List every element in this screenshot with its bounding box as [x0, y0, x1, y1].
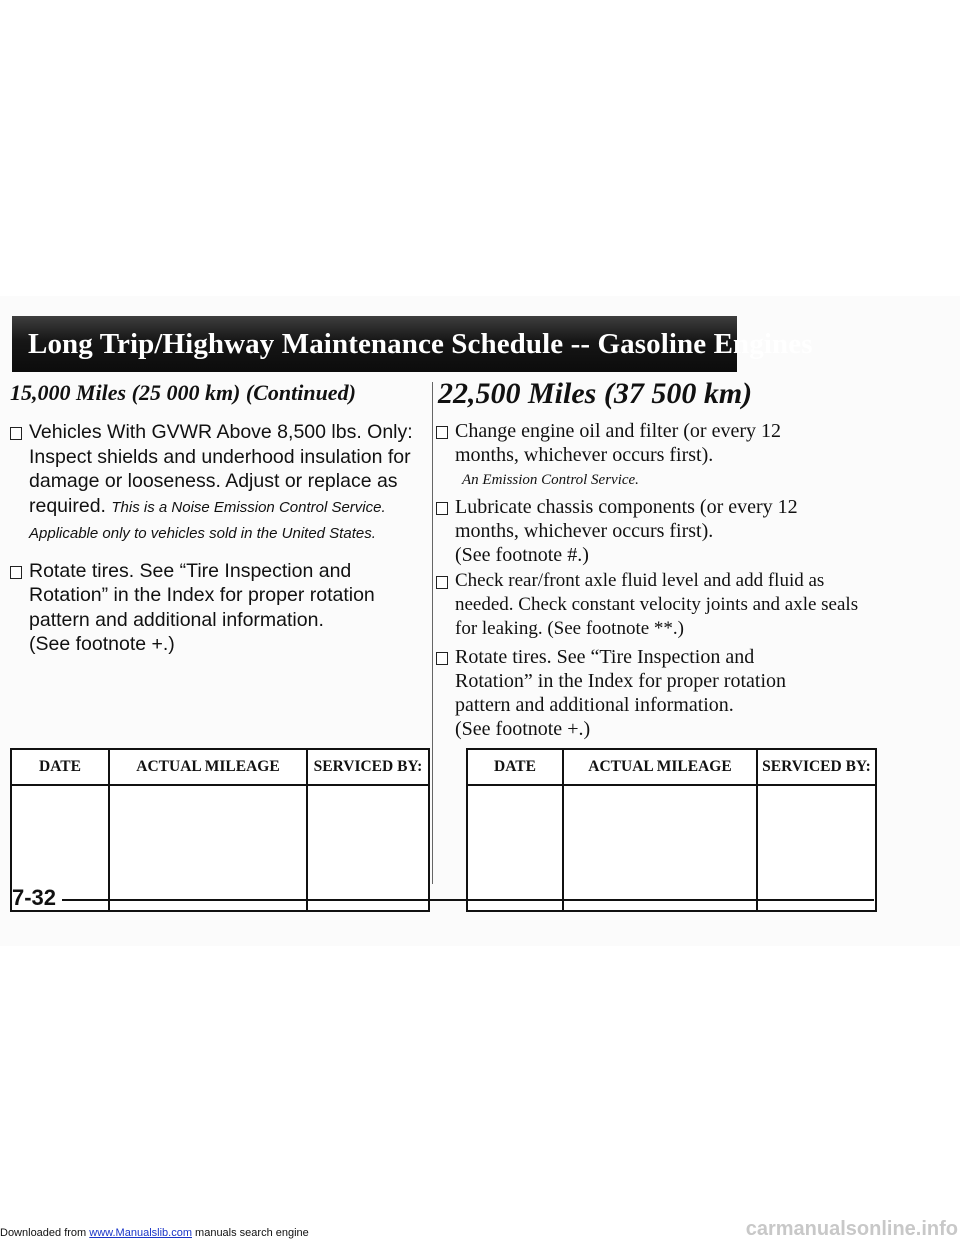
left-service-record-table: [10, 748, 430, 912]
item-footnote: (See footnote +.): [455, 718, 591, 740]
table-header-mileage: ACTUAL MILEAGE: [563, 749, 757, 785]
right-section-title: 22,500 Miles (37 500 km): [438, 377, 753, 410]
table-header-date: DATE: [467, 749, 563, 785]
serviced-by-cell[interactable]: [757, 785, 876, 911]
mileage-cell[interactable]: [563, 785, 757, 911]
footer-rule: [62, 899, 874, 901]
checkbox-icon[interactable]: [436, 576, 448, 589]
right-item-lubricate-chassis: [436, 495, 896, 567]
page-number: 7-32: [12, 885, 57, 910]
right-service-record-table: [466, 748, 877, 912]
table-header-serviced-by: SERVICED BY:: [307, 749, 429, 785]
left-section-title: 15,000 Miles (25 000 km) (Continued): [10, 380, 356, 405]
item-note: This is a Noise Emission Control Service. Applicable only to vehicles sold in the United States.: [29, 498, 386, 542]
table-header-serviced-by: SERVICED BY:: [757, 749, 876, 785]
right-item-check-axle-fluid: [436, 569, 896, 641]
download-footer-prefix: Downloaded from: [0, 1227, 90, 1239]
item-sublabel: An Emission Control Service.: [462, 472, 639, 488]
download-footer: [0, 1226, 309, 1240]
table-header-date: DATE: [11, 749, 109, 785]
item-footnote: (See footnote +.): [29, 633, 175, 655]
checkbox-icon[interactable]: [436, 426, 448, 439]
right-item-change-oil: [436, 419, 896, 467]
item-text: Check rear/front axle fluid level and add fluid as needed. Check constant velocity joints and axle seals for leaking. (See footnote **.): [455, 570, 859, 639]
download-footer-suffix: manuals search engine: [191, 1227, 309, 1239]
right-item-rotate-tires: [436, 645, 896, 741]
checkbox-icon[interactable]: [10, 427, 22, 440]
right-column: [436, 374, 896, 741]
page-banner: Long Trip/Highway Maintenance Schedule -- Gasoline Engines: [12, 316, 737, 372]
table-header-mileage: ACTUAL MILEAGE: [109, 749, 307, 785]
item-text: Lubricate chassis components (or every 12 months, whichever occurs first).: [455, 496, 798, 542]
serviced-by-cell[interactable]: [307, 785, 429, 911]
watermark: carmanualsonline.info: [745, 1218, 958, 1240]
date-cell[interactable]: [467, 785, 563, 911]
manualslib-link[interactable]: www.Manualslib.com: [89, 1227, 192, 1239]
item-footnote: (See footnote #.): [455, 544, 589, 566]
mileage-cell[interactable]: [109, 785, 307, 911]
column-divider: [432, 382, 433, 884]
checkbox-icon[interactable]: [436, 502, 448, 515]
item-text: Change engine oil and filter (or every 12 months, whichever occurs first).: [455, 420, 781, 466]
checkbox-icon[interactable]: [436, 652, 448, 665]
left-column: [10, 378, 430, 657]
item-text: Rotate tires. See “Tire Inspection and Rotation” in the Index for proper rotation pattern and additional information.: [455, 646, 787, 716]
item-text: Rotate tires. See “Tire Inspection and Rotation” in the Index for proper rotation pattern and additional information.: [29, 559, 375, 631]
checkbox-icon[interactable]: [10, 566, 22, 579]
left-item-vehicles-gvwr: [10, 420, 430, 547]
left-item-rotate-tires: [10, 559, 430, 657]
item-text: Vehicles With GVWR Above 8,500 lbs. Only: Inspect shields and underhood insulation for damage or looseness. Adjust or replace as required.: [29, 421, 413, 517]
